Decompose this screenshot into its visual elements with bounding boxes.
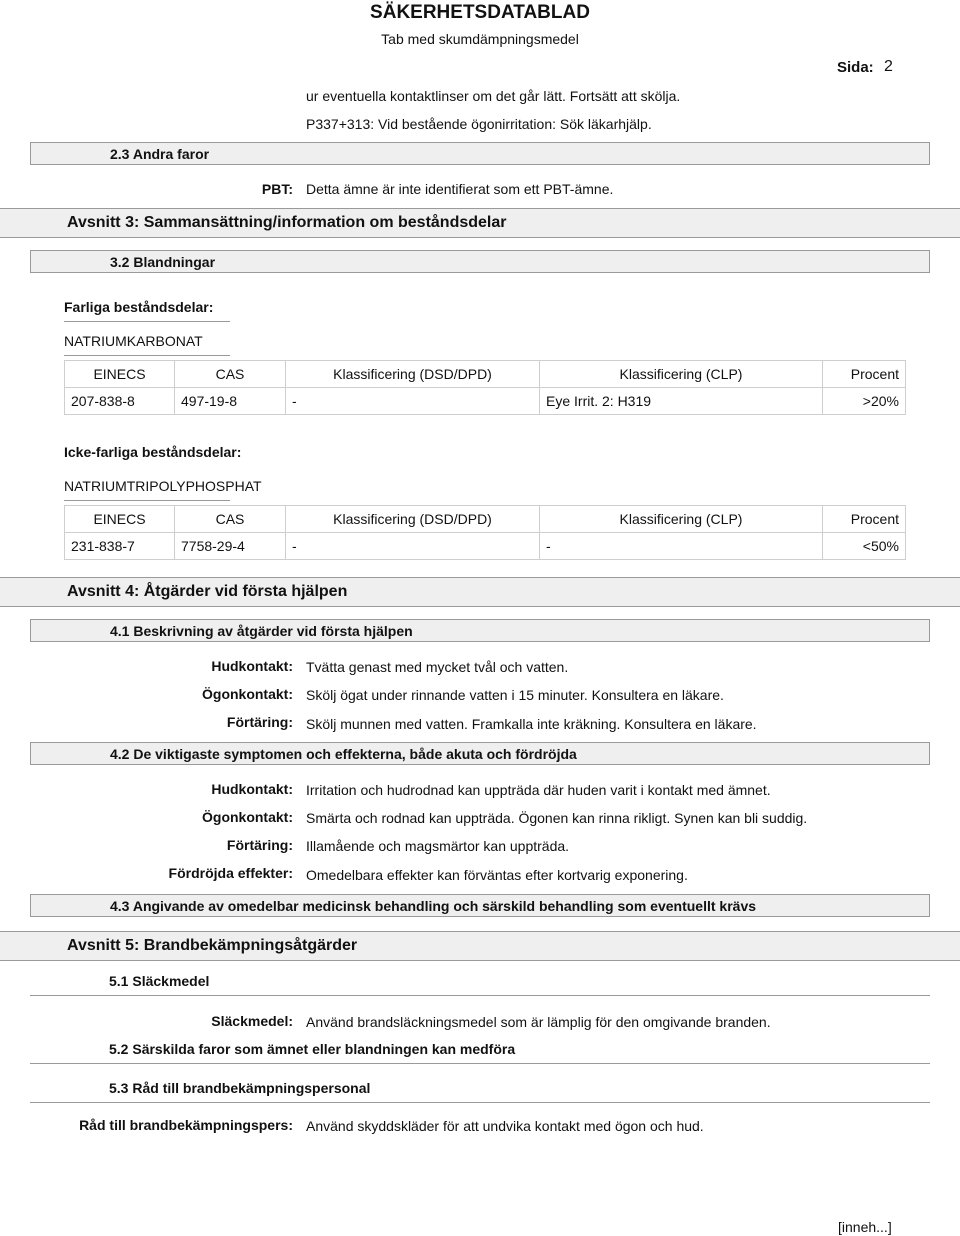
subsection-5-3-title: 5.3 Råd till brandbekämpningspersonal [109,1080,371,1096]
subsection-4-1-title: 4.1 Beskrivning av åtgärder vid första hjälpen [110,622,413,639]
subsection-3-2-header [30,250,930,273]
section-4-header [0,577,960,607]
section-3-title: Avsnitt 3: Sammansättning/information om beståndsdelar [67,214,507,231]
eye-contact-value: Skölj ögat under rinnande vatten i 15 minuter. Konsultera en läkare. [306,687,724,703]
section-3-header [0,208,960,238]
subsection-4-2-header [30,742,930,765]
header-percent: Procent [823,506,906,533]
delayed-effects-label: Fördröjda effekter: [168,865,293,881]
nondangerous-substance-bar [64,475,262,501]
table-row [65,533,906,560]
section2-line2: P337+313: Vid bestående ögonirritation: Sök läkarhjälp. [306,116,652,132]
nondangerous-substance-name: NATRIUMTRIPOLYPHOSPHAT [64,478,262,494]
cell-einecs: 207-838-8 [65,388,175,415]
symptom-skin-label: Hudkontakt: [211,781,293,797]
cell-percent: <50% [823,533,906,560]
cell-dsd: - [286,533,540,560]
subsection-5-1-header [30,968,930,996]
page-number: 2 [884,58,893,75]
header-dsd: Klassificering (DSD/DPD) [286,361,540,388]
subsection-5-1-title: 5.1 Släckmedel [109,973,210,989]
cell-cas: 497-19-8 [175,388,286,415]
subsection-2-3-title: 2.3 Andra faror [110,145,210,162]
subsection-4-1-header [30,619,930,642]
document-title: SÄKERHETSDATABLAD [370,2,590,23]
delayed-effects-value: Omedelbara effekter kan förväntas efter kortvarig exponering. [306,867,688,883]
firefighter-advice-value: Använd skyddskläder för att undvika kontakt med ögon och hud. [306,1118,704,1134]
extinguishing-media-value: Använd brandsläckningsmedel som är lämplig för den omgivande branden. [306,1014,771,1030]
section2-line1: ur eventuella kontaktlinser om det går lätt. Fortsätt att skölja. [306,88,681,104]
subsection-5-2-title: 5.2 Särskilda faror som ämnet eller blandningen kan medföra [109,1041,516,1057]
subsection-4-2-title: 4.2 De viktigaste symptomen och effekterna, både akuta och fördröjda [110,745,577,762]
header-cas: CAS [175,506,286,533]
cell-clp: - [540,533,823,560]
cell-percent: >20% [823,388,906,415]
pbt-value: Detta ämne är inte identifierat som ett PBT-ämne. [306,181,614,197]
section-5-header [0,931,960,961]
dangerous-components-label-bar [64,296,230,322]
table-row [65,388,906,415]
cell-dsd: - [286,388,540,415]
cell-cas: 7758-29-4 [175,533,286,560]
section-4-title: Avsnitt 4: Åtgärder vid första hjälpen [67,583,348,600]
page-label: Sida: [837,59,874,76]
table-header-row [65,361,906,388]
dangerous-substance-bar [64,330,230,356]
header-einecs: EINECS [65,361,175,388]
firefighter-advice-label: Råd till brandbekämpningspers: [79,1117,293,1133]
header-einecs: EINECS [65,506,175,533]
header-dsd: Klassificering (DSD/DPD) [286,506,540,533]
ingestion-label: Förtäring: [226,714,293,730]
skin-contact-value: Tvätta genast med mycket tvål och vatten. [306,659,569,675]
table-header-row [65,506,906,533]
eye-contact-label: Ögonkontakt: [202,686,293,702]
symptom-ingestion-value: Illamående och magsmärtor kan uppträda. [306,838,570,854]
dangerous-substance-name: NATRIUMKARBONAT [64,333,203,349]
dangerous-components-table [64,360,906,415]
cell-einecs: 231-838-7 [65,533,175,560]
skin-contact-label: Hudkontakt: [211,658,293,674]
cell-clp: Eye Irrit. 2: H319 [540,388,823,415]
nondangerous-components-table [64,505,906,560]
extinguishing-media-label: Släckmedel: [211,1013,293,1029]
dangerous-components-label: Farliga beståndsdelar: [64,299,214,315]
header-cas: CAS [175,361,286,388]
pbt-label: PBT: [261,181,293,197]
subsection-4-3-title: 4.3 Angivande av omedelbar medicinsk behandling och särskild behandling som eventuellt krävs [110,897,757,914]
subsection-5-3-header [30,1076,930,1103]
ingestion-value: Skölj munnen med vatten. Framkalla inte kräkning. Konsultera en läkare. [306,716,757,732]
nondangerous-components-label: Icke-farliga beståndsdelar: [64,444,242,460]
section-5-title: Avsnitt 5: Brandbekämpningsåtgärder [67,937,358,954]
product-name: Tab med skumdämpningsmedel [381,31,579,47]
header-clp: Klassificering (CLP) [540,361,823,388]
symptom-skin-value: Irritation och hudrodnad kan uppträda där huden varit i kontakt med ämnet. [306,782,771,798]
subsection-5-2-header [30,1036,930,1064]
subsection-2-3-header [30,142,930,165]
subsection-4-3-header [30,894,930,917]
subsection-3-2-title: 3.2 Blandningar [110,253,216,270]
symptom-eye-label: Ögonkontakt: [202,809,293,825]
header-percent: Procent [823,361,906,388]
header-clp: Klassificering (CLP) [540,506,823,533]
symptom-ingestion-label: Förtäring: [226,837,293,853]
symptom-eye-value: Smärta och rodnad kan uppträda. Ögonen kan rinna rikligt. Synen kan bli suddig. [306,810,808,826]
continued-marker: [inneh...] [838,1219,892,1235]
